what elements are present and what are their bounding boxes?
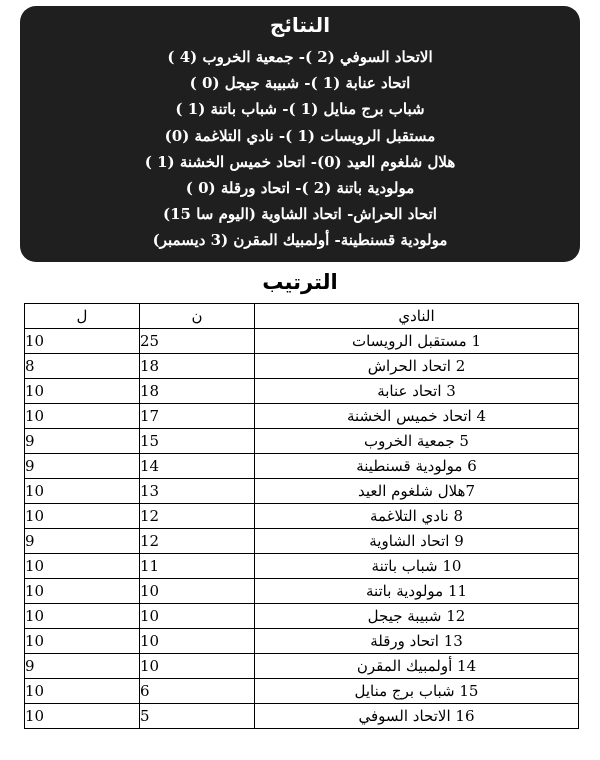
club-cell: 7هلال شلغوم العيد [255,479,579,504]
played-cell: 10 [25,329,140,354]
table-row [25,679,579,704]
match-result: مولودية باتنة (2 )- اتحاد ورقلة (0 ) [185,179,415,198]
points-cell: 11 [140,554,255,579]
table-row [25,479,579,504]
table-row [25,554,579,579]
match-result: هلال شلغوم العيد (0)- اتحاد خميس الخشنة (1 ) [144,152,456,171]
results-title: النتائج [269,13,331,37]
played-cell: 10 [25,379,140,404]
played-cell: 10 [25,504,140,529]
played-cell: 10 [25,554,140,579]
played-cell: 9 [25,454,140,479]
club-cell: 1 مستقبل الرويسات [255,329,579,354]
match-result: اتحاد الحراش- اتحاد الشاوية (اليوم سا 15) [163,205,437,224]
match-result: مولودية قسنطينة- أولمبيك المقرن (3 ديسمبر) [152,231,448,250]
header-club: النادي [255,304,579,329]
table-row [25,579,579,604]
results-list [20,44,580,254]
points-cell: 10 [140,604,255,629]
points-cell: 25 [140,329,255,354]
points-cell: 18 [140,379,255,404]
table-row [25,454,579,479]
club-cell: 9 اتحاد الشاوية [255,529,579,554]
points-cell: 12 [140,504,255,529]
table-row [25,379,579,404]
points-cell: 18 [140,354,255,379]
points-cell: 13 [140,479,255,504]
points-cell: 5 [140,704,255,729]
club-cell: 3 اتحاد عنابة [255,379,579,404]
match-result: مستقبل الرويسات (1 )- نادي التلاغمة (0) [164,126,436,145]
table-row [25,654,579,679]
table-header-row [25,304,579,329]
club-cell: 10 شباب باتنة [255,554,579,579]
table-row [25,329,579,354]
played-cell: 8 [25,354,140,379]
club-cell: 12 شبيبة جيجل [255,604,579,629]
played-cell: 10 [25,404,140,429]
table-row [25,529,579,554]
points-cell: 12 [140,529,255,554]
club-cell: 16 الاتحاد السوفي [255,704,579,729]
table-row [25,404,579,429]
played-cell: 10 [25,479,140,504]
points-cell: 10 [140,654,255,679]
played-cell: 9 [25,429,140,454]
club-cell: 11 مولودية باتنة [255,579,579,604]
table-row [25,429,579,454]
match-result: شباب برج منايل (1 )- شباب باتنة (1 ) [175,100,425,119]
standings-table [24,303,579,729]
played-cell: 9 [25,529,140,554]
match-result: اتحاد عنابة (1 )- شبيبة جيجل (0 ) [189,74,411,93]
points-cell: 15 [140,429,255,454]
table-row [25,504,579,529]
points-cell: 17 [140,404,255,429]
club-cell: 6 مولودية قسنطينة [255,454,579,479]
played-cell: 10 [25,604,140,629]
table-row [25,629,579,654]
club-cell: 5 جمعية الخروب [255,429,579,454]
club-cell: 15 شباب برج منايل [255,679,579,704]
club-cell: 2 اتحاد الحراش [255,354,579,379]
played-cell: 10 [25,629,140,654]
table-row [25,354,579,379]
results-panel [20,6,580,262]
table-row [25,604,579,629]
points-cell: 10 [140,629,255,654]
club-cell: 13 اتحاد ورقلة [255,629,579,654]
header-points: ن [140,304,255,329]
table-row [25,704,579,729]
points-cell: 6 [140,679,255,704]
club-cell: 8 نادي التلاغمة [255,504,579,529]
played-cell: 9 [25,654,140,679]
played-cell: 10 [25,704,140,729]
club-cell: 14 أولمبيك المقرن [255,654,579,679]
played-cell: 10 [25,579,140,604]
match-result: الاتحاد السوفي (2 )- جمعية الخروب (4 ) [167,48,433,66]
header-played: ل [25,304,140,329]
points-cell: 14 [140,454,255,479]
standings-title: الترتيب [262,270,338,294]
played-cell: 10 [25,679,140,704]
points-cell: 10 [140,579,255,604]
club-cell: 4 اتحاد خميس الخشنة [255,404,579,429]
